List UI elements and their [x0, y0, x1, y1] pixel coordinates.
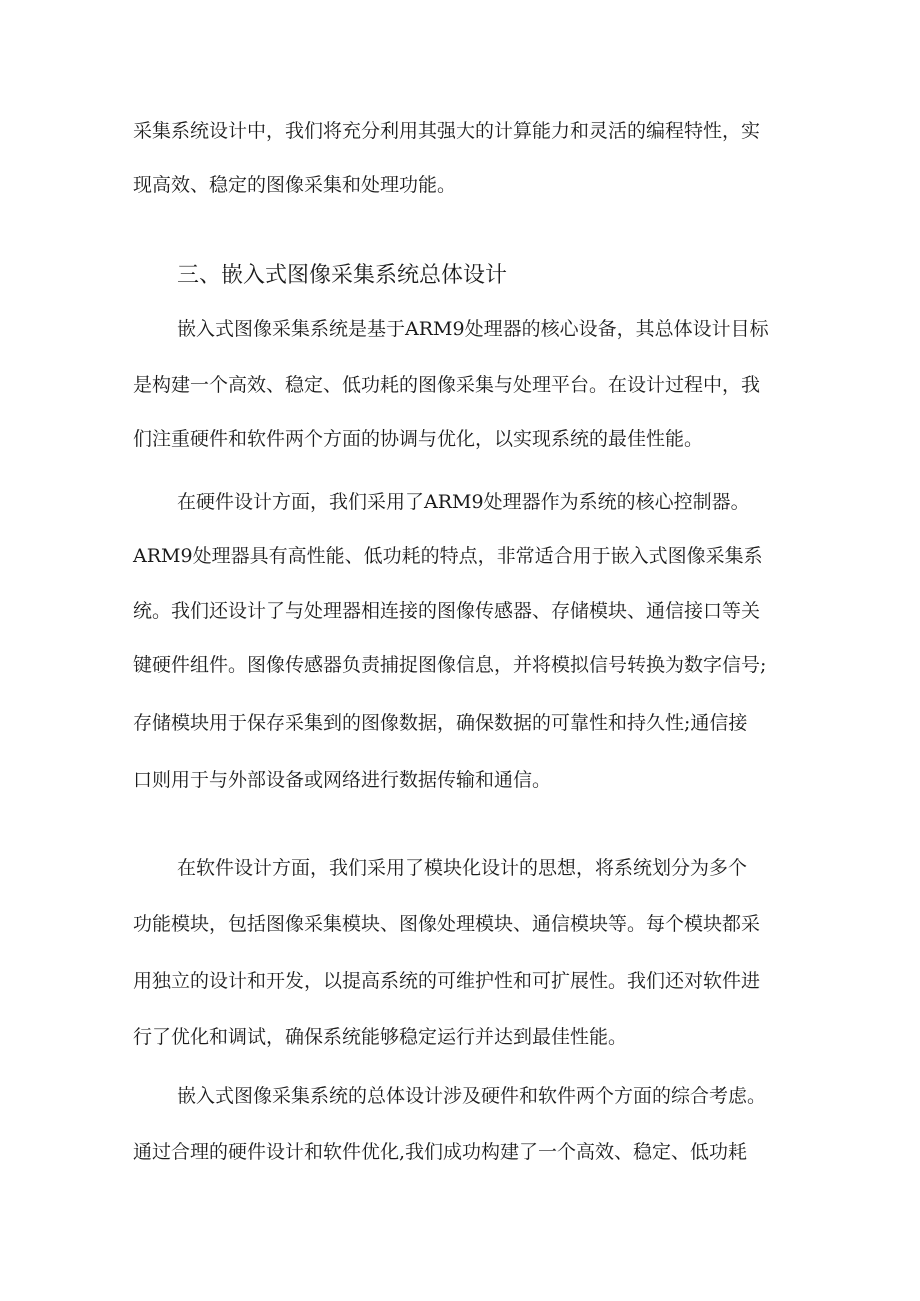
paragraph-intro-line-2: 现高效、稳定的图像采集和处理功能。 — [133, 174, 457, 196]
paragraph-2-line-6: 口则用于与外部设备或网络进行数据传输和通信。 — [133, 769, 552, 791]
paragraph-2-line-1: 在硬件设计方面，我们采用了ARM9处理器作为系统的核心控制器。 — [177, 491, 750, 513]
paragraph-intro-line-1: 采集系统设计中，我们将充分利用其强大的计算能力和灵活的编程特性，实 — [133, 120, 761, 142]
paragraph-1-line-1: 嵌入式图像采集系统是基于ARM9处理器的核心设备，其总体设计目标 — [177, 318, 769, 340]
paragraph-1-line-2: 是构建一个高效、稳定、低功耗的图像采集与处理平台。在设计过程中，我 — [133, 374, 761, 396]
paragraph-2-line-2: ARM9处理器具有高性能、低功耗的特点，非常适合用于嵌入式图像采集系 — [133, 545, 763, 567]
paragraph-3-line-2: 功能模块，包括图像采集模块、图像处理模块、通信模块等。每个模块都采 — [133, 913, 761, 935]
paragraph-2-line-3: 统。我们还设计了与处理器相连接的图像传感器、存储模块、通信接口等关 — [133, 600, 761, 622]
paragraph-3-line-1: 在软件设计方面，我们采用了模块化设计的思想，将系统划分为多个 — [177, 857, 748, 879]
paragraph-2-line-5: 存储模块用于保存采集到的图像数据，确保数据的可靠性和持久性;通信接 — [133, 712, 748, 734]
paragraph-2-line-4: 键硬件组件。图像传感器负责捕捉图像信息，并将模拟信号转换为数字信号; — [133, 654, 767, 676]
paragraph-1-line-3: 们注重硬件和软件两个方面的协调与优化，以实现系统的最佳性能。 — [133, 428, 704, 450]
paragraph-3-line-3: 用独立的设计和开发，以提高系统的可维护性和可扩展性。我们还对软件进 — [133, 970, 761, 992]
paragraph-4-line-2: 通过合理的硬件设计和软件优化,我们成功构建了一个高效、稳定、低功耗 — [133, 1141, 748, 1163]
paragraph-4-line-1: 嵌入式图像采集系统的总体设计涉及硬件和软件两个方面的综合考虑。 — [177, 1085, 767, 1107]
paragraph-3-line-4: 行了优化和调试，确保系统能够稳定运行并达到最佳性能。 — [133, 1026, 628, 1048]
section-heading: 三、嵌入式图像采集系统总体设计 — [177, 263, 508, 288]
